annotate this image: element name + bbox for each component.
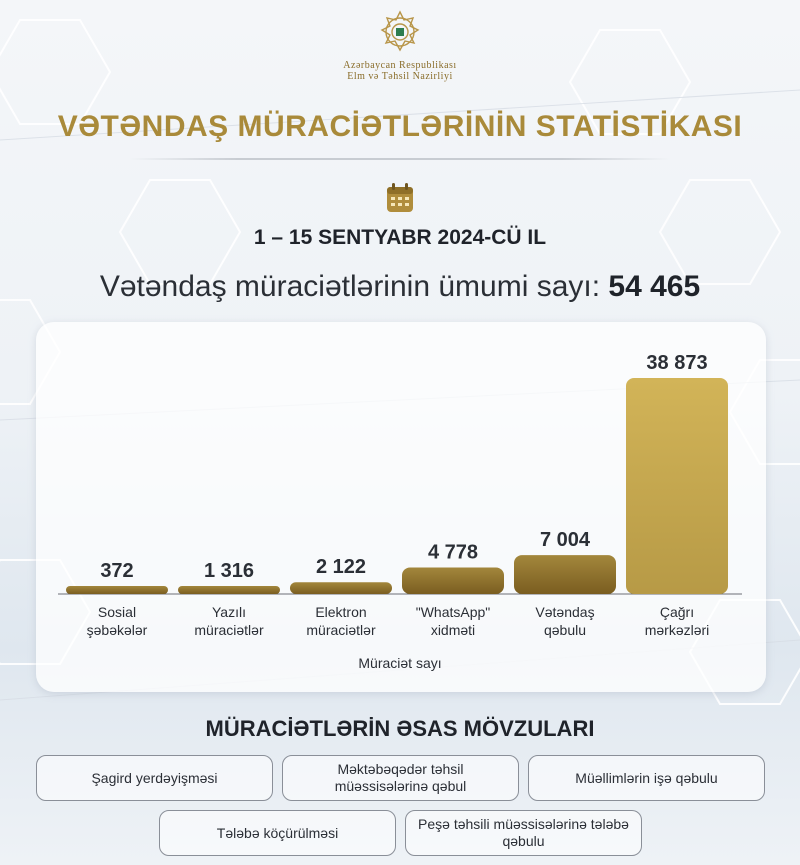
bar	[178, 586, 280, 594]
category-label: Vətəndaş	[535, 604, 595, 620]
category-label: Elektron	[315, 604, 367, 620]
total-label: Vətəndaş müraciətlərinin ümumi sayı:	[99, 270, 601, 303]
category-label: mərkəzləri	[644, 622, 710, 638]
category-label: Çağrı	[659, 604, 695, 620]
bar-value-label: 4 778	[427, 541, 479, 564]
topic-student-transfer-school	[36, 755, 273, 801]
topic-label: Məktəbəqədər təhsil müəssisələrinə qəbul	[334, 761, 467, 794]
x-axis-title: Müraciət sayı	[358, 655, 442, 671]
topic-student-transfer-university	[159, 810, 396, 856]
topic-vocational-admission	[405, 810, 642, 856]
bar-value-label: 38 873	[646, 352, 708, 374]
topics-title: MÜRACİƏTLƏRİN ƏSAS MÖVZULARI	[205, 716, 595, 741]
topic-preschool-admission	[282, 755, 519, 801]
category-label: Sosial	[97, 604, 137, 620]
bar-value-label: 1 316	[203, 560, 255, 582]
bar	[626, 378, 728, 594]
ministry-line-1: Azərbaycan Respublikası	[343, 60, 457, 71]
bar	[402, 567, 504, 594]
bar-value-label: 7 004	[539, 529, 591, 552]
bar-value-label: 372	[100, 560, 134, 582]
category-label: şəbəkələr	[86, 622, 148, 638]
category-label: Yazılı	[212, 604, 246, 620]
bar-value-label: 2 122	[315, 556, 367, 579]
category-label: xidməti	[430, 622, 476, 638]
bar	[66, 586, 168, 594]
bar	[514, 555, 616, 594]
page-title: VƏTƏNDAŞ MÜRACİƏTLƏRİNİN STATİSTİKASI	[57, 110, 743, 143]
topic-label: Şagird yerdəyişməsi	[91, 769, 218, 786]
category-label: qəbulu	[543, 622, 587, 638]
report-period: 1 – 15 SENTYABR 2024-CÜ IL	[253, 226, 547, 249]
bar	[290, 582, 392, 594]
topic-label: Peşə təhsili müəssisələrinə tələbə qəbulu	[418, 816, 629, 849]
topic-label: Müəllimlərin işə qəbulu	[575, 769, 718, 786]
topic-teacher-hiring	[528, 755, 765, 801]
total-value: 54 465	[608, 270, 701, 303]
category-label: müraciətlər	[194, 622, 264, 638]
category-label: müraciətlər	[306, 622, 376, 638]
topic-label: Tələbə köçürülməsi	[216, 824, 339, 841]
category-label: "WhatsApp"	[415, 604, 491, 620]
ministry-line-2: Elm və Təhsil Nazirliyi	[347, 71, 453, 82]
